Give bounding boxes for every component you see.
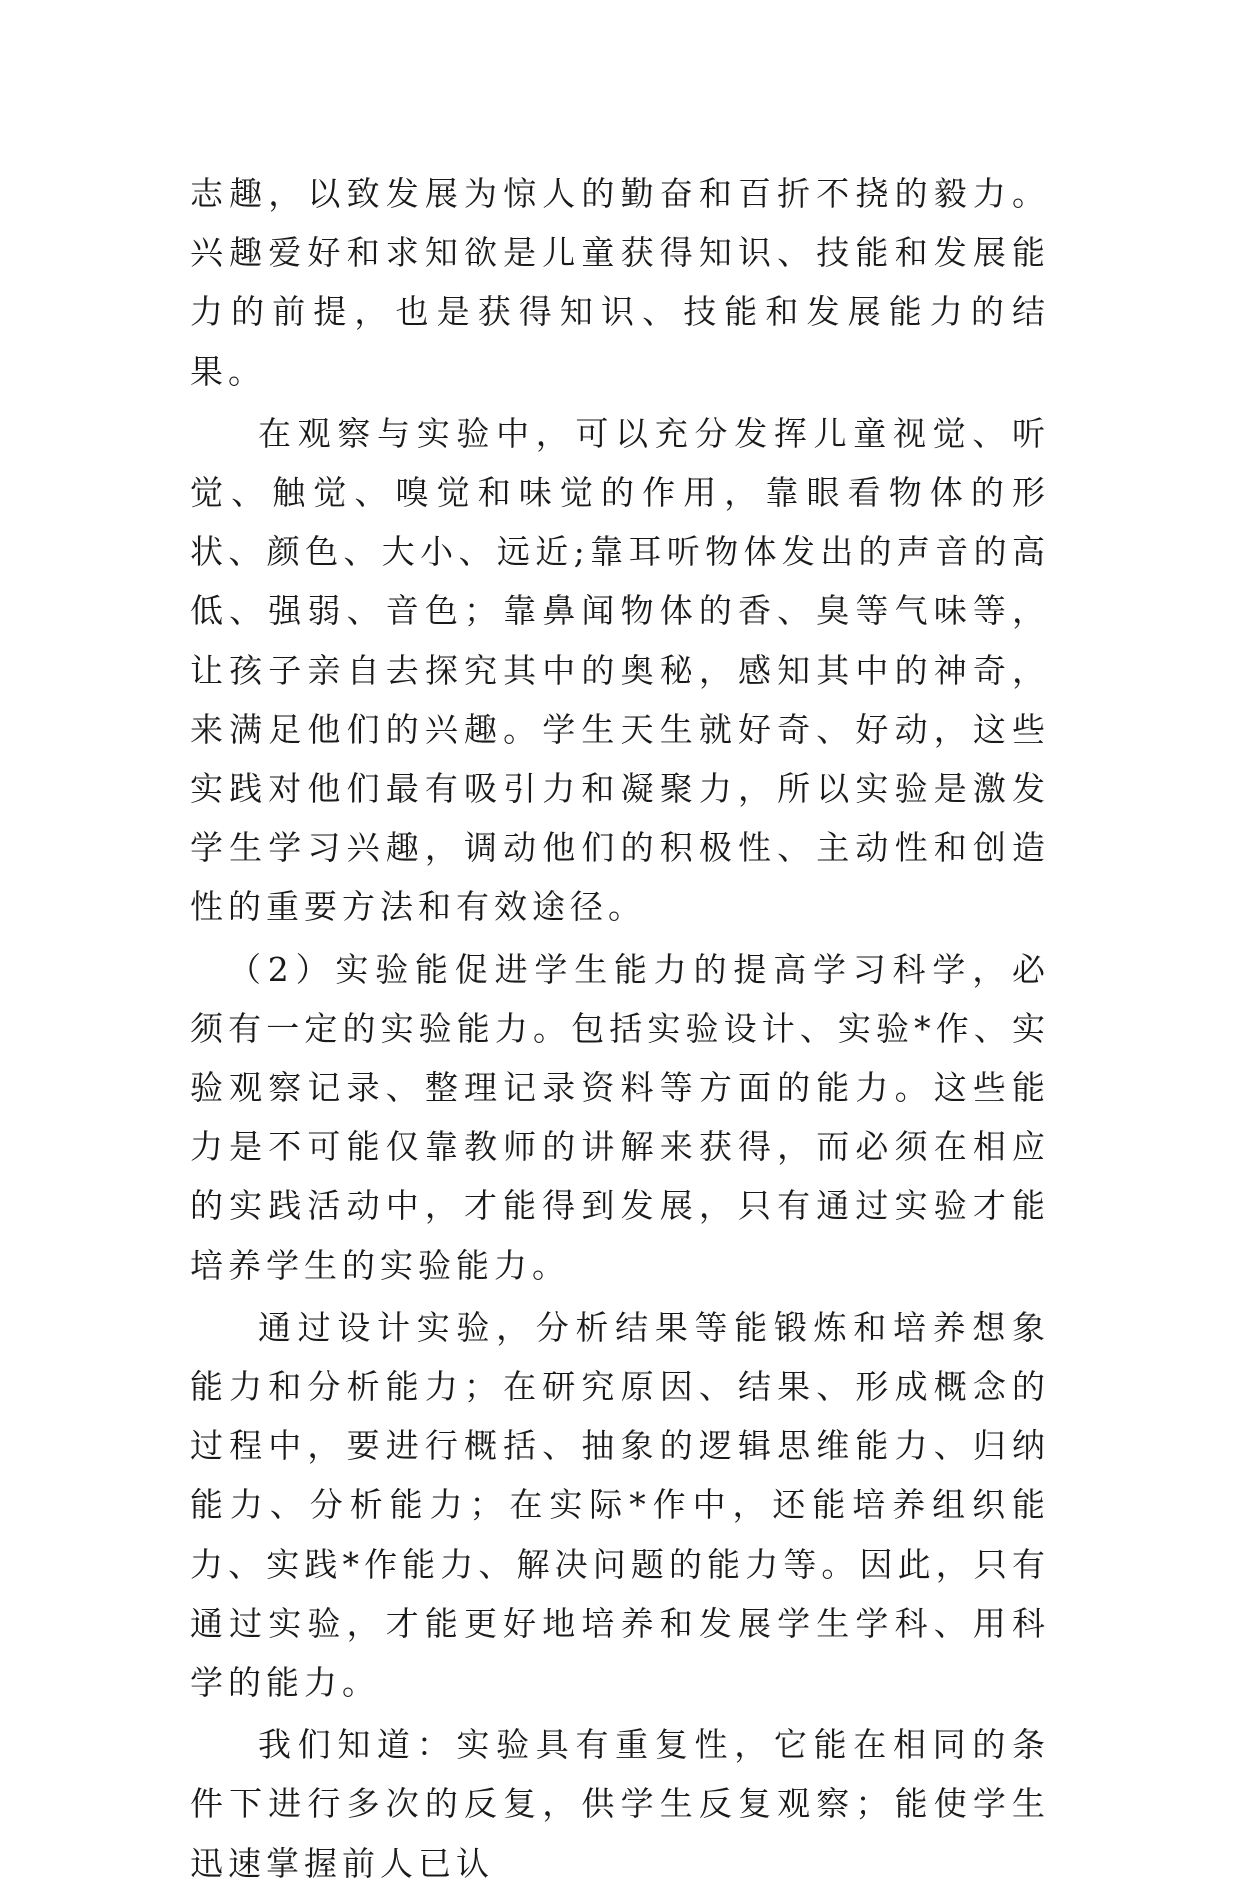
paragraph-1: 志趣，以致发展为惊人的勤奋和百折不挠的毅力。兴趣爱好和求知欲是儿童获得知识、技能和发展能力的前提，也是获得知识、技能和发展能力的结果。 [190, 174, 1050, 391]
document-body [190, 164, 1050, 1896]
paragraph-3: （2）实验能促进学生能力的提高学习科学，必须有一定的实验能力。包括实验设计、实验*作、实验观察记录、整理记录资料等方面的能力。这些能力是不可能仅靠教师的讲解来获得，而必须在相应的实践活动中，才能得到发展，只有通过实验才能培养学生的实验能力。 [190, 949, 1050, 1285]
paragraph-5: 我们知道：实验具有重复性，它能在相同的条件下进行多次的反复，供学生反复观察；能使学生迅速掌握前人已认 [190, 1725, 1050, 1883]
paragraph-2: 在观察与实验中，可以充分发挥儿童视觉、听觉、触觉、嗅觉和味觉的作用，靠眼看物体的形状、颜色、大小、远近;靠耳听物体发出的声音的高低、强弱、音色；靠鼻闻物体的香、臭等气味等，让孩子亲自去探究其中的奥秘，感知其中的神奇，来满足他们的兴趣。学生天生就好奇、好动，这些实践对他们最有吸引力和凝聚力，所以实验是激发学生学习兴趣，调动他们的积极性、主动性和创造性的重要方法和有效途径。 [190, 413, 1050, 927]
paragraph-4: 通过设计实验，分析结果等能锻炼和培养想象能力和分析能力；在研究原因、结果、形成概念的过程中，要进行概括、抽象的逻辑思维能力、归纳能力、分析能力；在实际*作中，还能培养组织能力、实践*作能力、解决问题的能力等。因此，只有通过实验，才能更好地培养和发展学生学科、用科学的能力。 [190, 1307, 1050, 1703]
